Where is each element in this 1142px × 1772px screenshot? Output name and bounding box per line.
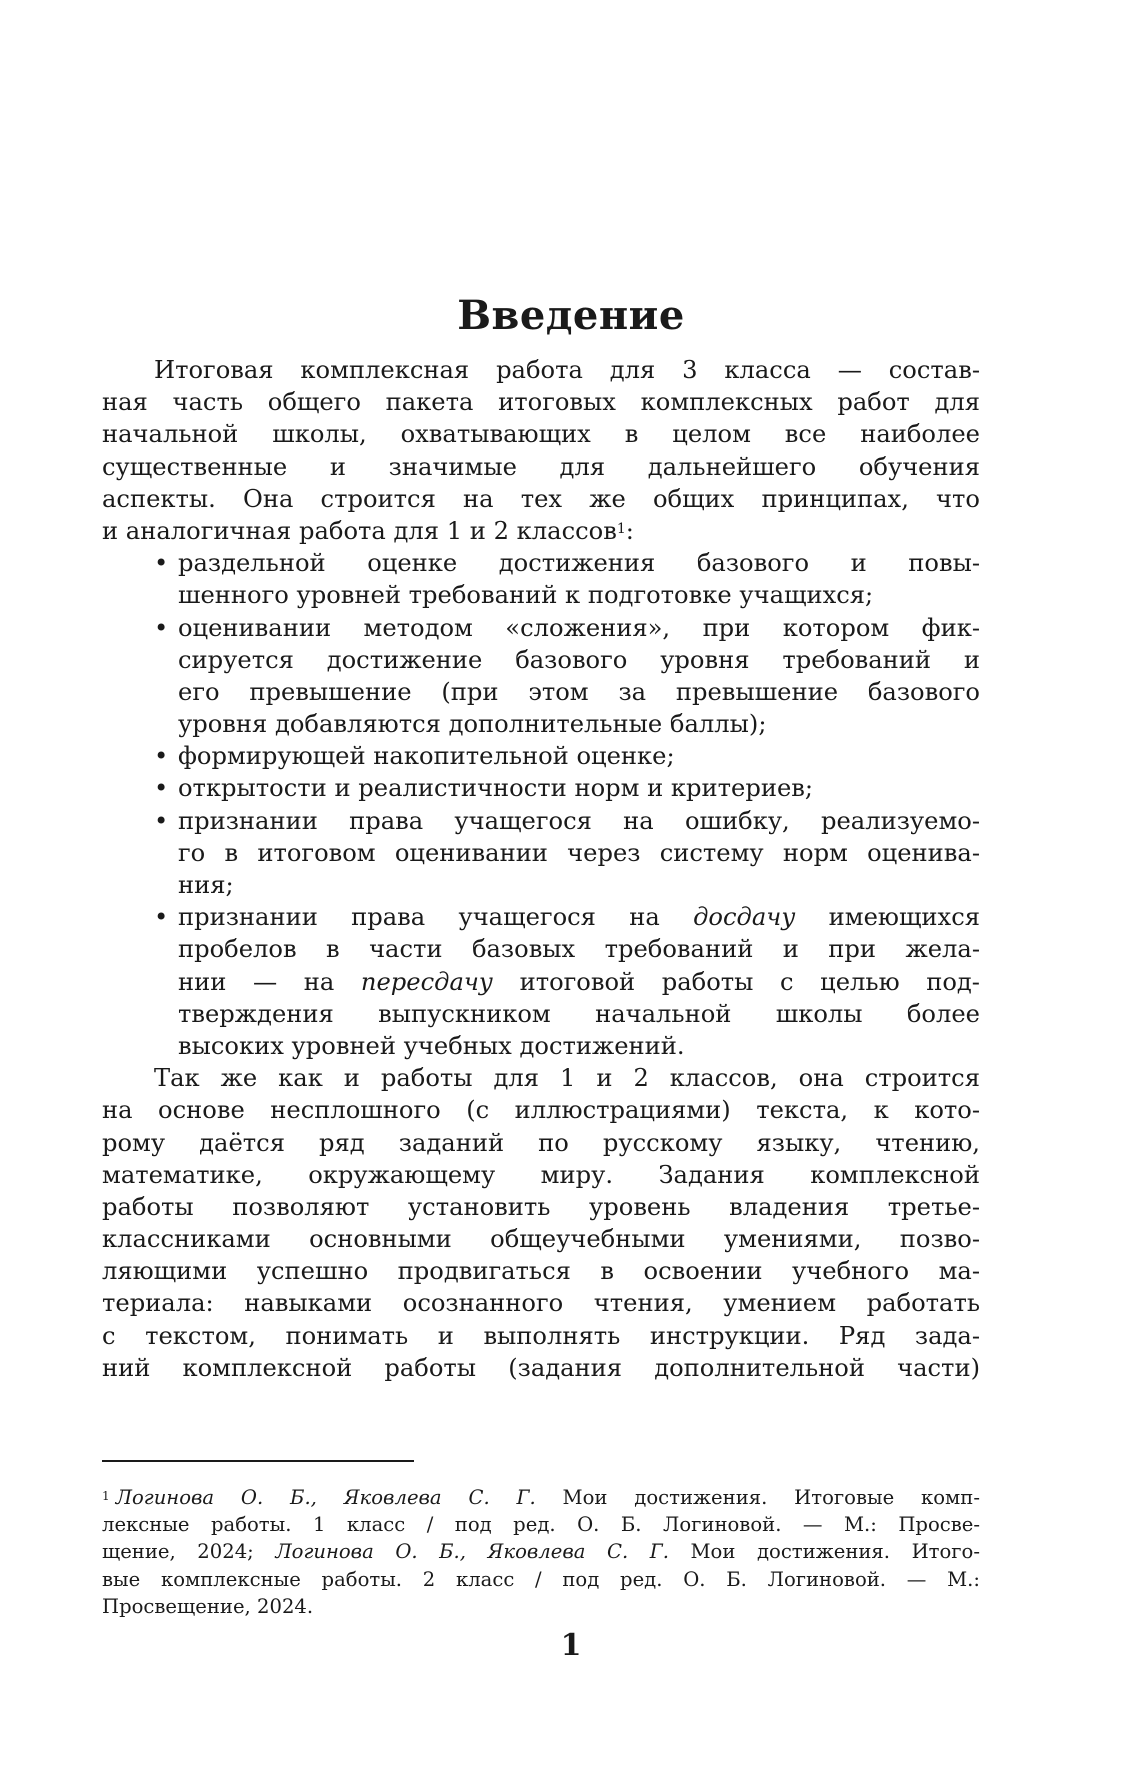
- list-item: [102, 805, 980, 837]
- paragraph-text: и аналогичная работа для 1 и 2 классов: [102, 516, 617, 545]
- paragraph-line: ляющими успешно продвигаться в освоении учебного ма-: [102, 1257, 980, 1286]
- paragraph-line: ний комплексной работы (задания дополнительной части): [102, 1353, 980, 1382]
- list-item-continuation: уровня добавляются дополнительные баллы);: [178, 710, 767, 739]
- paragraph-line: [102, 515, 980, 547]
- body-text: [102, 354, 980, 1384]
- paragraph-line: с текстом, понимать и выполнять инструкции. Ряд зада-: [102, 1321, 980, 1350]
- footnote-marker: 1: [102, 1489, 110, 1503]
- list-item: [102, 740, 980, 772]
- paragraph-line: работы позволяют установить уровень владения третье-: [102, 1192, 980, 1221]
- list-item-continuation: [102, 966, 980, 998]
- bullet-icon: •: [154, 774, 169, 803]
- bullet-icon: •: [154, 903, 169, 932]
- paragraph-line: начальной школы, охватывающих в целом все наиболее: [102, 420, 980, 449]
- text-run: щение, 2024;: [102, 1540, 276, 1564]
- paragraph-line: существенные и значимые для дальнейшего обучения: [102, 452, 980, 481]
- list-item-text: оценивании методом «сложения», при котором фик-: [178, 613, 980, 642]
- footnote-authors: Логинова О. Б., Яковлева С. Г.: [275, 1540, 669, 1564]
- bullet-icon: •: [154, 742, 169, 771]
- list-item-text: открытости и реалистичности норм и критериев;: [178, 774, 814, 803]
- bullet-icon: •: [154, 549, 169, 578]
- paragraph-line: рому даётся ряд заданий по русскому языку, чтению,: [102, 1128, 980, 1157]
- list-item-continuation: сируется достижение базового уровня требований и: [178, 645, 980, 674]
- footnote-line: Просвещение, 2024.: [102, 1594, 314, 1618]
- paragraph-line: Итоговая комплексная работа для 3 класса — состав-: [154, 356, 980, 384]
- footnote-line: [102, 1484, 980, 1511]
- list-item-text: раздельной оценке достижения базового и повы-: [178, 549, 980, 578]
- paragraph-line: классниками основными общеучебными умениями, позво-: [102, 1225, 980, 1254]
- paragraph-line: математике, окружающему миру. Задания комплексной: [102, 1160, 980, 1189]
- list-item: [102, 612, 980, 644]
- bullet-icon: •: [154, 806, 169, 835]
- footnote-reference: 1: [616, 520, 626, 537]
- text-run: признании права учащегося на: [178, 903, 694, 932]
- paragraph-line: на основе несплошного (с иллюстрациями) текста, к кото-: [102, 1096, 980, 1125]
- list-item-text: признании права учащегося на ошибку, реализуемо-: [178, 806, 980, 835]
- list-item: [102, 901, 980, 933]
- paragraph-line: ная часть общего пакета итоговых комплексных работ для: [102, 388, 980, 417]
- list-item: [102, 772, 980, 804]
- footnote-line: [102, 1538, 980, 1565]
- text-run: имеющихся: [795, 903, 980, 932]
- list-item-continuation: ния;: [178, 871, 234, 899]
- page-title: Введение: [457, 292, 685, 339]
- footnote-line: лексные работы. 1 класс / под ред. О. Б. Логиновой. — М.: Просве-: [102, 1513, 980, 1537]
- text-run: нии — на: [178, 967, 361, 996]
- text-run: Мои достижения. Итого-: [668, 1540, 980, 1564]
- list-item-continuation: шенного уровней требований к подготовке учащихся;: [178, 581, 874, 610]
- list-item-continuation: пробелов в части базовых требований и при жела-: [178, 935, 980, 964]
- text-run: Мои достижения. Итоговые комп-: [535, 1486, 980, 1509]
- list-item-continuation: высоких уровней учебных достижений.: [178, 1031, 685, 1060]
- italic-term: досдачу: [693, 903, 796, 932]
- paragraph-line: териала: навыками осознанного чтения, умением работать: [102, 1289, 980, 1318]
- list-item-continuation: его превышение (при этом за превышение базового: [178, 677, 980, 706]
- list-item-text: формирующей накопительной оценке;: [178, 742, 675, 771]
- text-run: итоговой работы с целью под-: [492, 967, 980, 996]
- italic-term: пересдачу: [360, 967, 493, 996]
- footnote-divider: [102, 1460, 414, 1462]
- list-item-continuation: го в итоговом оценивании через систему норм оценива-: [178, 838, 980, 867]
- paragraph-line: Так же как и работы для 1 и 2 классов, она строится: [154, 1064, 980, 1093]
- paragraph-text: :: [625, 516, 634, 545]
- page-number: 1: [560, 1628, 582, 1663]
- footnote-authors: Логинова О. Б., Яковлева С. Г.: [115, 1486, 536, 1509]
- paragraph-line: аспекты. Она строится на тех же общих принципах, что: [102, 484, 980, 513]
- footnote: [102, 1484, 980, 1620]
- bullet-icon: •: [154, 613, 169, 642]
- list-item-text: [178, 903, 980, 931]
- footnote-line: вые комплексные работы. 2 класс / под ред. О. Б. Логиновой. — М.:: [102, 1567, 980, 1591]
- list-item: [102, 547, 980, 579]
- list-item-continuation: тверждения выпускником начальной школы более: [178, 999, 980, 1028]
